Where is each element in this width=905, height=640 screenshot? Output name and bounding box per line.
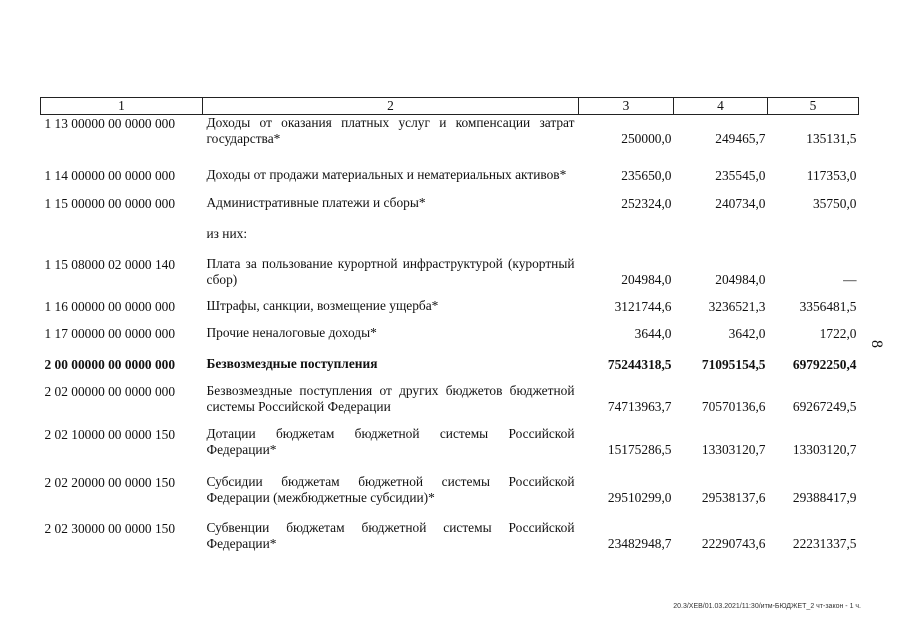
value-col3-cell: 75244318,5: [607, 357, 672, 372]
budget-code-cell: 1 14 00000 00 0000 000: [44, 168, 176, 183]
header-cell-4: 4: [674, 98, 768, 115]
revenue-name-cell: Субвенции бюджетам бюджетной системы Российской Федерации*: [206, 520, 575, 551]
value-col5-cell: 3356481,5: [799, 299, 857, 314]
row-spacer: [41, 342, 859, 356]
value-col3-cell: 3121744,6: [614, 299, 672, 314]
budget-code-cell: 1 16 00000 00 0000 000: [44, 299, 176, 314]
value-col5-cell: —: [843, 272, 857, 287]
row-spacer: [41, 147, 859, 167]
value-col4-cell: 70570136,6: [701, 399, 766, 414]
value-col3-cell: 252324,0: [621, 196, 672, 211]
table-row: [41, 383, 859, 415]
budget-code-cell: 1 15 00000 00 0000 000: [44, 196, 176, 211]
value-col3-cell: 15175286,5: [607, 442, 672, 457]
value-col5-cell: 13303120,7: [792, 442, 857, 457]
revenue-name-cell: Доходы от оказания платных услуг и компенсации затрат государства*: [206, 115, 575, 146]
value-col5-cell: 29388417,9: [792, 490, 857, 505]
value-col4-cell: 3236521,3: [708, 299, 766, 314]
revenue-name-cell: Прочие неналоговые доходы*: [206, 325, 377, 340]
page-number: 8: [868, 340, 885, 348]
table-row: [41, 298, 859, 315]
value-col5-cell: 69792250,4: [792, 357, 857, 372]
value-col3-cell: 204984,0: [621, 272, 672, 287]
value-col3-cell: 29510299,0: [607, 490, 672, 505]
revenue-name-cell: Дотации бюджетам бюджетной системы Российской Федерации*: [206, 426, 575, 457]
value-col5-cell: 22231337,5: [792, 536, 857, 551]
table-row: [41, 356, 859, 373]
row-spacer: [41, 506, 859, 520]
value-col5-cell: 1722,0: [819, 326, 857, 341]
value-col4-cell: 3642,0: [728, 326, 766, 341]
revenue-name-cell: из них:: [206, 226, 248, 241]
value-col4-cell: 22290743,6: [701, 536, 766, 551]
row-spacer: [41, 184, 859, 195]
revenue-name-cell: Доходы от продажи материальных и нематериальных активов*: [206, 167, 567, 182]
revenue-name-cell: Штрафы, санкции, возмещение ущерба*: [206, 298, 439, 313]
revenue-name-cell: Безвозмездные поступления: [206, 356, 378, 371]
budget-code-cell: 1 15 08000 02 0000 140: [44, 257, 176, 272]
row-spacer: [41, 242, 859, 256]
header-cell-3: 3: [579, 98, 674, 115]
value-col3-cell: [579, 226, 674, 242]
row-spacer: [41, 458, 859, 474]
table-row: [41, 325, 859, 342]
budget-code-cell: 2 02 00000 00 0000 000: [44, 384, 176, 399]
value-col4-cell: 240734,0: [715, 196, 766, 211]
revenue-name-cell: Плата за пользование курортной инфраструктурой (курортный сбор): [206, 256, 575, 287]
row-spacer: [41, 315, 859, 325]
revenue-name-cell: Субсидии бюджетам бюджетной системы Российской Федерации (межбюджетные субсидии)*: [206, 474, 575, 505]
value-col3-cell: 235650,0: [621, 168, 672, 183]
budget-code-cell: 1 17 00000 00 0000 000: [44, 326, 176, 341]
value-col5-cell: 135131,5: [806, 131, 857, 146]
table-row: [41, 226, 859, 242]
table-row: [41, 426, 859, 458]
value-col3-cell: 23482948,7: [607, 536, 672, 551]
value-col3-cell: 250000,0: [621, 131, 672, 146]
footer-stamp: 20.3/ХЕВ/01.03.2021/11:30/итм-БЮДЖЕТ_2 чт-закон - 1 ч.: [673, 603, 861, 610]
row-spacer: [41, 415, 859, 426]
budget-code-cell: 2 02 20000 00 0000 150: [44, 475, 176, 490]
header-cell-2: 2: [203, 98, 579, 115]
value-col4-cell: 29538137,6: [701, 490, 766, 505]
table-body: [41, 115, 859, 553]
value-col4-cell: [674, 226, 768, 242]
table-row: [41, 474, 859, 506]
budget-code-cell: 2 02 30000 00 0000 150: [44, 521, 176, 536]
header-cell-5: 5: [768, 98, 859, 115]
value-col4-cell: 249465,7: [715, 131, 766, 146]
value-col3-cell: 3644,0: [634, 326, 672, 341]
row-spacer: [41, 288, 859, 298]
table-row: [41, 256, 859, 288]
revenue-name-cell: Административные платежи и сборы*: [206, 195, 426, 210]
value-col4-cell: 204984,0: [715, 272, 766, 287]
row-spacer: [41, 212, 859, 226]
table-row: [41, 520, 859, 552]
value-col4-cell: 235545,0: [715, 168, 766, 183]
budget-code-cell: 2 00 00000 00 0000 000: [44, 357, 176, 372]
table-row: [41, 195, 859, 212]
value-col5-cell: [768, 226, 859, 242]
budget-code-cell: 1 13 00000 00 0000 000: [44, 116, 176, 131]
header-row: [41, 98, 859, 115]
revenue-name-cell: Безвозмездные поступления от других бюджетов бюджетной системы Российской Федерации: [206, 383, 575, 414]
budget-code-cell: [41, 226, 203, 242]
value-col5-cell: 117353,0: [806, 168, 857, 183]
row-spacer: [41, 373, 859, 383]
value-col4-cell: 13303120,7: [701, 442, 766, 457]
table-row: [41, 167, 859, 184]
table-row: [41, 115, 859, 148]
value-col4-cell: 71095154,5: [701, 357, 766, 372]
header-cell-1: 1: [41, 98, 203, 115]
value-col3-cell: 74713963,7: [607, 399, 672, 414]
value-col5-cell: 35750,0: [812, 196, 857, 211]
budget-code-cell: 2 02 10000 00 0000 150: [44, 427, 176, 442]
budget-table: [40, 97, 859, 552]
value-col5-cell: 69267249,5: [792, 399, 857, 414]
